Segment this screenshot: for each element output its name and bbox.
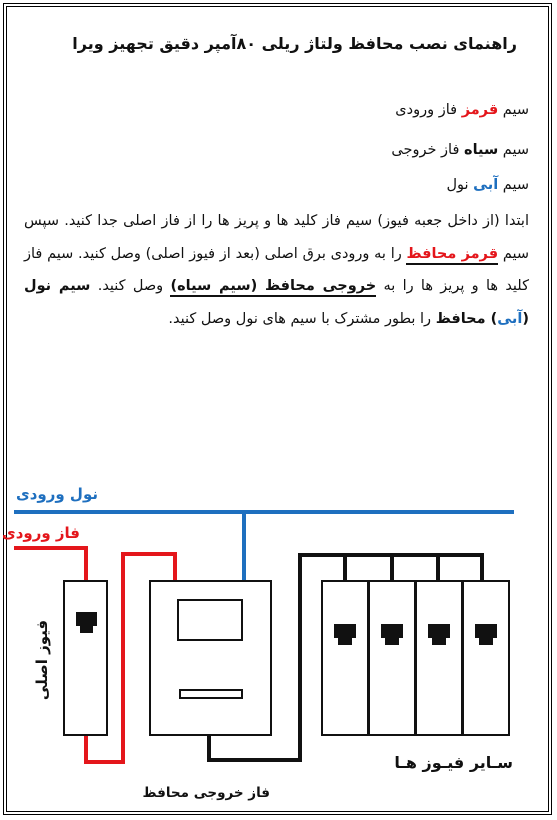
wire-blue-prefix: سیم (498, 177, 529, 193)
wire-black-prefix: سیم (498, 142, 529, 158)
neutral-input-label: نول ورودی (15, 485, 98, 503)
page-title: راهنمای نصب محافظ ولتاژ ریلی ۸۰آمپر دقیق تجهیز ویرا (72, 34, 517, 53)
fuse-body-1 (322, 581, 368, 735)
protector-display (178, 600, 242, 640)
main-fuse-body (64, 581, 107, 735)
para-part-4: را به ورودی برق اصلی (بعد از فیوز اصلی) وصل کنید. سیم فاز کلید ها و پریز ها را به (24, 245, 530, 294)
phase-input-label: فاز ورودی (1, 524, 80, 542)
main-fuse-label: فیوز اصلی (33, 619, 51, 701)
fuse-body-4 (463, 581, 509, 735)
para-protector-end: ) محافظ (435, 310, 498, 327)
wire-red-color: قرمز (461, 102, 499, 118)
fuse-body-2 (369, 581, 415, 735)
other-fuses-label: سـایر فیـوز هـا (394, 753, 513, 772)
protector-slot (180, 690, 242, 698)
para-part-1: ابتدا (از داخل جعبه فیوز) سیم فاز کلید ها و پریز ها را از فاز اصلی جدا کنید. سپس سیم (24, 213, 529, 262)
fuse-body-3 (416, 581, 462, 735)
wire-red-prefix: سیم (498, 102, 529, 118)
phase-output-label: فاز خروجی محافظ (142, 785, 270, 801)
para-part-6: وصل کنید. (90, 278, 171, 294)
para-red-text: قرمز (461, 245, 499, 262)
wire-black-suffix: فاز خروجی (391, 142, 465, 158)
para-neutral-phrase: سیم نول ( (24, 278, 529, 327)
phase-input-wire (14, 548, 86, 581)
wire-red-suffix: فاز ورودی (395, 102, 462, 118)
wire-blue-color: آبی (473, 177, 499, 193)
wire-blue-suffix: نول (446, 177, 474, 193)
wire-black-color: سیاه (464, 142, 499, 158)
para-protector-word: محافظ (406, 245, 457, 262)
para-output-phrase: خروجی محافظ (سیم سیاه) (170, 278, 376, 297)
para-blue-word: آبی (497, 310, 523, 327)
para-part-10: را بطور مشترک با سیم های نول وصل کنید. (168, 310, 436, 327)
